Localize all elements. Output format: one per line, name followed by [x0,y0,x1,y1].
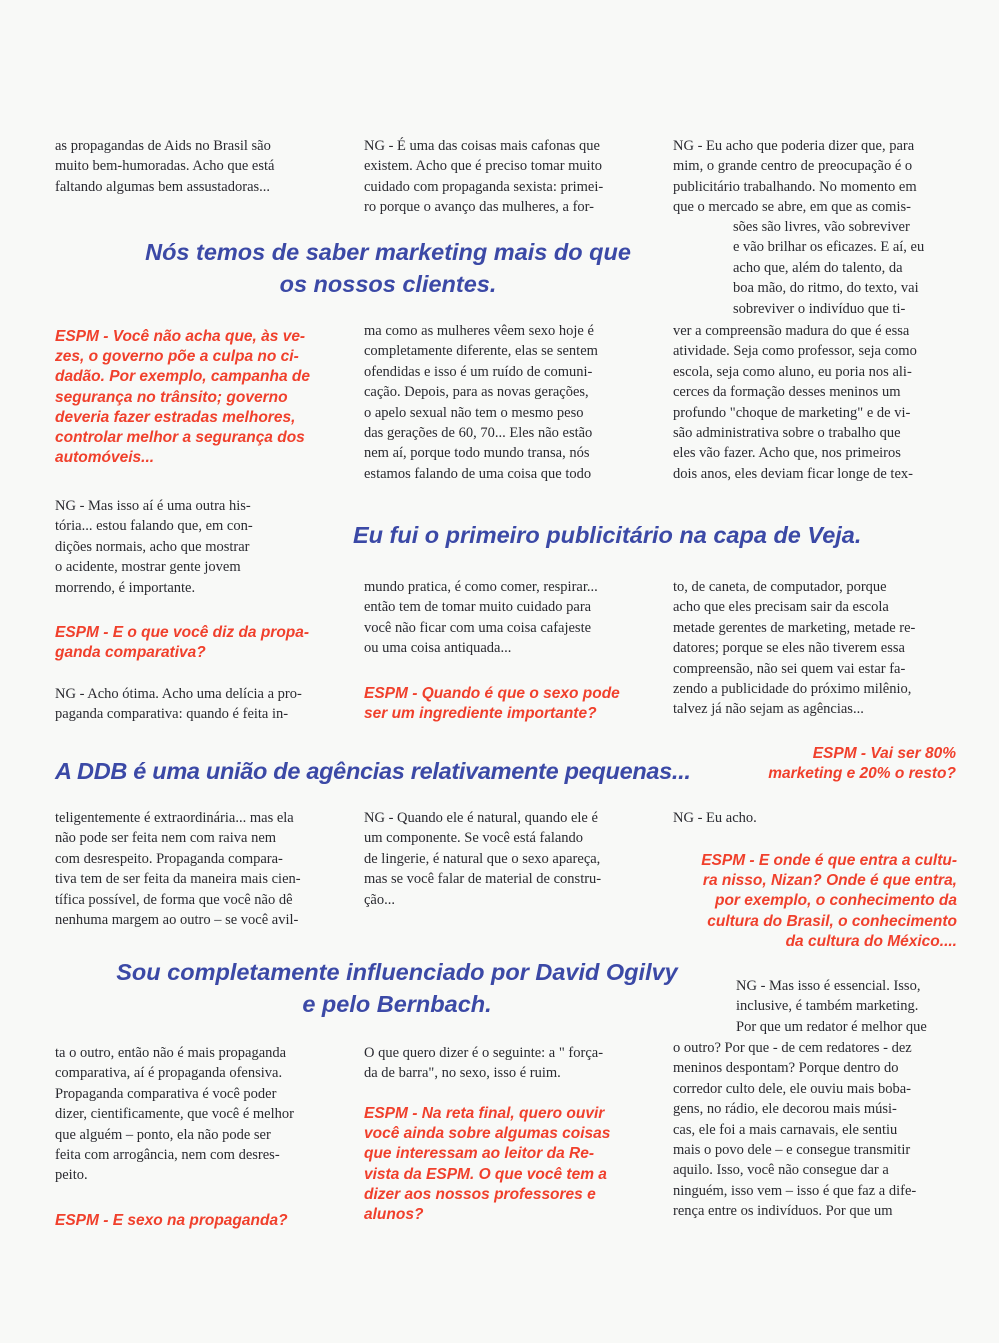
interview-question: ESPM - Na reta final, quero ouvir você ainda sobre algumas coisas que interessam ao leitor da Re- vista da ESPM. O que você tem a dizer aos nossos professores e alunos? [364,1105,611,1224]
body-text: ma como as mulheres vêem sexo hoje é completamente diferente, elas se sentem ofendidas e isso é um ruído de comuni- cação. Depois, para as novas gerações, o apelo sexual não tem o mesmo peso das gerações de 60, 70... Eles não estão nem aí, porque todo mundo transa, nós estamos falando de uma coisa que todo [364,323,598,482]
interview-question: ESPM - Você não acha que, às ve- zes, o governo põe a culpa no ci- dadão. Por exemplo, campanha de segurança no trânsito; governo deveria fazer estradas melhores, controlar melhor a segurança dos automóveis... [55,328,310,467]
body-text: mundo pratica, é como comer, respirar... então tem de tomar muito cuidado para você não ficar com uma coisa cafajeste ou uma coisa antiquada... [364,579,598,657]
body-text: O que quero dizer é o seguinte: a " força- da de barra", no sexo, isso é ruim. [364,1045,604,1082]
body-text: to, de caneta, de computador, porque acho que eles precisam sair da escola metade gerentes de marketing, metade re- datores; porque se eles não tiverem essa compreensão, não sei quem vai estar fa- zendo a publicidade do próximo milênio, talvez já não sejam as agências... [673,579,916,718]
body-text: NG - Quando ele é natural, quando ele é um componente. Se você está falando de lingerie, é natural que o sexo apareça, mas se você falar de material de constru- ção... [364,810,602,908]
pull-quote: Sou completamente influenciado por David Ogilvy e pelo Bernbach. [116,959,678,1017]
body-text: NG - Mas isso aí é uma outra his- tória... estou falando que, em con- dições normais, acho que mostrar o acidente, mostrar gente jovem morrendo, é importante. [55,498,253,596]
interview-question: ESPM - Quando é que o sexo pode ser um ingrediente importante? [364,685,620,723]
body-text: NG - Mas isso é essencial. Isso, inclusive, é também marketing. Por que um redator é melhor que [736,978,927,1035]
pull-quote: A DDB é uma união de agências relativamente pequenas... [55,758,691,784]
body-text: NG - Acho ótima. Acho uma delícia a pro- paganda comparativa: quando é feita in- [55,686,302,723]
body-text: ver a compreensão madura do que é essa atividade. Seja como professor, seja como escola, seja como aluno, eu poria nos ali- cerces da formação desses meninos um profundo "choque de marketing" e de vi- são administrativa sobre o trabalho que eles vão fazer. Acho que, nos primeiros dois anos, eles deviam ficar longe de tex- [673,323,917,482]
pull-quote: Eu fui o primeiro publicitário na capa de Veja. [353,522,862,548]
interview-question: ESPM - E onde é que entra a cultu- ra nisso, Nizan? Onde é que entra, por exemplo, o conhecimento da cultura do Brasil, o conhecimento da cultura do México.... [701,852,957,950]
interview-question: ESPM - E sexo na propaganda? [55,1212,288,1229]
body-text: NG - Eu acho. [673,810,757,826]
body-text: as propagandas de Aids no Brasil são muito bem-humoradas. Acho que está faltando algumas bem assustadoras... [55,138,275,195]
body-text: o outro? Por que - de cem redatores - dez meninos despontam? Porque dentro do corredor culto dele, ele ouviu mais boba- gens, no rádio, ele decorou mais músi- cas, ele foi a mais carnavais, ele sentiu mais o povo dele – e consegue transmitir aquilo. Isso, você não consegue dar a ninguém, isso vem – isso é que faz a dife- rença entre os indivíduos. Por que um [673,1040,917,1220]
body-text: NG - Eu acho que poderia dizer que, para mim, o grande centro de preocupação é o publicitário trabalhando. No momento em que o mercado se abre, em que as comis- [673,138,917,216]
body-text: sões são livres, vão sobreviver e vão brilhar os eficazes. E aí, eu acho que, além do talento, da boa mão, do ritmo, do texto, vai sobreviver o indivíduo que ti- [733,219,925,317]
interview-question: ESPM - E o que você diz da propa- ganda comparativa? [55,624,310,662]
pull-quote: Nós temos de saber marketing mais do que os nossos clientes. [145,239,631,297]
body-text: teligentemente é extraordinária... mas ela não pode ser feita nem com raiva nem com desrespeito. Propaganda compara- tiva tem de ser feita da maneira mais cien- tífica possível, de forma que você não dê nenhuma margem ao outro – se você avil- [55,810,301,929]
interview-question: ESPM - Vai ser 80% marketing e 20% o resto? [768,745,956,783]
body-text: NG - É uma das coisas mais cafonas que existem. Acho que é preciso tomar muito cuidado com propaganda sexista: primei- ro porque o avanço das mulheres, a for- [364,138,604,216]
body-text: ta o outro, então não é mais propaganda comparativa, aí é propaganda ofensiva. Propaganda comparativa é você poder dizer, cientificamente, que você é melhor que alguém – ponto, ela não pode ser feita com arrogância, nem com desres- peito. [55,1045,294,1184]
